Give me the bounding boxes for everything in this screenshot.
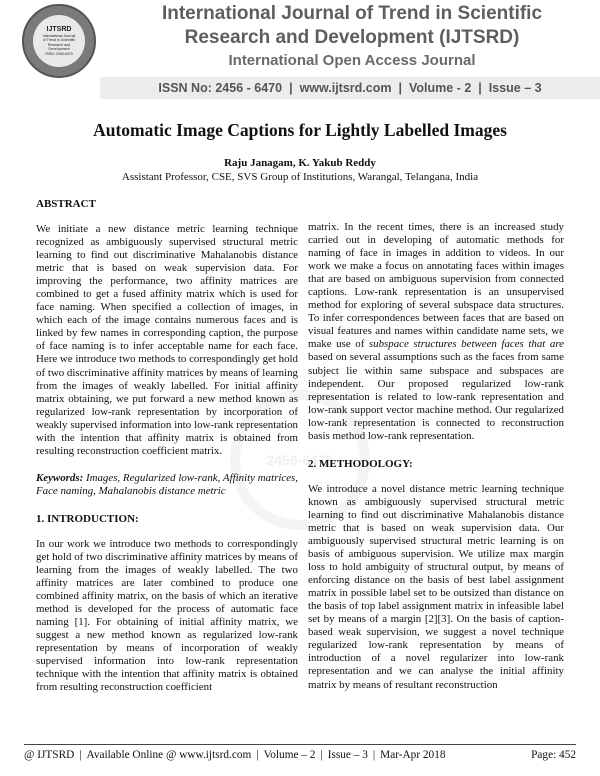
footer-handle: @ IJTSRD [24, 749, 75, 761]
footer-date: Mar-Apr 2018 [380, 749, 446, 761]
introduction-text-right [308, 221, 564, 443]
keywords-label: Keywords: [36, 471, 84, 484]
left-column [36, 197, 298, 695]
abstract-text: We initiate a new distance metric learning technique recognized as ambiguously supervised structural metric learning to find out discriminative Mahalanobis distance metric that is based on weak supervision data. For improving the performance, two affinity matrices are combined to get a fused affinity matrix which is used for face naming. When specified a collection of images, in which each of the image contains numerous faces and is linked by few names in corresponding caption, the purpose of face naming is to infer acceptable name for each face. Here we introduce two methods to correspondingly get hold of two discriminative affinity matrices by means of learning from the images of weakly labelled. For initial affinity matrix obtaining, we put forward a new method known as regularized low-rank representation by incorporation of weakly supervised information into low-rank representation with the intention that affinity matrix is obtained from resulting reconstruction coefficient matrix. [36, 223, 298, 457]
separator: | [79, 749, 82, 761]
separator: | [256, 749, 259, 761]
keywords [36, 472, 298, 498]
introduction-text-right-2: based on several assumptions such as the faces from same subject lie within same subspace and subspaces are independent. Our proposed regularized low-rank representation is related to low-rank representation and low-rank support vector machine method. Our regularized low-rank representation is connected to reconstruction basis method low-rank representation. [308, 351, 564, 442]
logo-line-1: International Journal [42, 33, 76, 38]
right-column [308, 221, 564, 692]
paper-affiliation: Assistant Professor, CSE, SVS Group of Institutions, Warangal, Telangana, India [121, 171, 479, 183]
page-footer [24, 749, 576, 761]
introduction-text-right-1: matrix. In the recent times, there is an increased study carried out in developing of automatic methods for naming of face in images in addition to videos. In our work we make a focus on annotating faces within images that are based on ambiguous supervision from connected captions. Low-rank representation is an unsupervised method for exploring of several subspace data structures. To infer correspondences between faces that are based on visual features and names within candidate name sets, we make use of [308, 221, 564, 351]
separator: | [478, 81, 482, 95]
paper-authors: Raju Janagam, K. Yakub Reddy [224, 157, 376, 169]
journal-title-line-2: Research and Development (IJTSRD) [184, 27, 520, 48]
issn-number: ISSN No: 2456 - 6470 [158, 81, 283, 95]
logo-line-3: Research and [47, 42, 71, 47]
separator: | [289, 81, 293, 95]
keywords-text: Images, Regularized low-rank, Affinity matrices, Face naming, Mahalanobis distance metric [36, 471, 298, 497]
issn-bar [100, 77, 600, 99]
footer-available-link[interactable]: Available Online @ www.ijtsrd.com [86, 749, 252, 761]
methodology-heading: 2. METHODOLOGY: [308, 457, 413, 470]
website-link[interactable]: www.ijtsrd.com [299, 81, 392, 95]
footer-issue: Issue – 3 [327, 749, 368, 761]
watermark-text: 2456-6470 [266, 452, 334, 468]
introduction-heading: 1. INTRODUCTION: [36, 512, 139, 525]
journal-subtitle: International Open Access Journal [228, 52, 476, 69]
journal-title-line-1: International Journal of Trend in Scientific [161, 3, 543, 24]
introduction-text-italic: subspace structures between faces that are [368, 338, 565, 351]
separator: | [320, 749, 323, 761]
journal-logo-icon [22, 4, 96, 78]
footer-divider [24, 744, 576, 745]
separator: | [372, 749, 376, 761]
separator: | [398, 81, 402, 95]
logo-line-4: Development [48, 47, 70, 52]
introduction-text-left: In our work we introduce two methods to correspondingly get hold of two discriminative affinity matrices by means of learning from the images of weakly labelled. The two affinity matrices are later combined to produce one combined affinity matrix, on the basis of which an iterative method is developed for the process of automatic face naming [1]. For obtaining of initial affinity matrix, we suggest a new method known as regularized low-rank representation by means of incorporation of weakly supervised information into low-rank representation technique with the intention that affinity matrix is obtained from resulting reconstruction coefficient [36, 537, 298, 694]
footer-page-number: Page: 452 [531, 749, 576, 761]
logo-line-2: of Trend in Scientific [42, 38, 76, 43]
footer-volume: Volume – 2 [263, 749, 316, 761]
logo-abbr: IJTSRD [46, 25, 72, 33]
journal-title [130, 2, 574, 50]
issue-label: Issue – 3 [488, 81, 542, 95]
paper-title: Automatic Image Captions for Lightly Labelled Images [93, 120, 507, 140]
footer-left [24, 749, 446, 761]
logo-inner [33, 15, 85, 67]
volume-label: Volume - 2 [408, 81, 472, 95]
journal-header [0, 0, 600, 104]
logo-issn: ISSN: 2456-6470 [45, 51, 73, 56]
methodology-text: We introduce a novel distance metric learning technique known as ambiguously supervised structural metric learning to find out discriminative Mahalanobis distance metric that is based on weak supervision data. Our ambiguously supervised structural metric learning is on basis of ambiguous supervision. We utilize max margin loss to hold ambiguity of structural output, by means of enforcing distance on the basis of best label assignment matrix in possible label set to be outsized than distance on the basis of top label assignment matrix in infeasible label set by means of a margin [2][3]. On the basis of caption-based weak supervision, we suggest a novel technique regularized low-rank representation by means of introduction of a novel regularizer into low-rank representation and we can analyse the initial affinity matrix by means of resultant reconstruction [308, 482, 564, 691]
abstract-heading: ABSTRACT [36, 198, 96, 210]
